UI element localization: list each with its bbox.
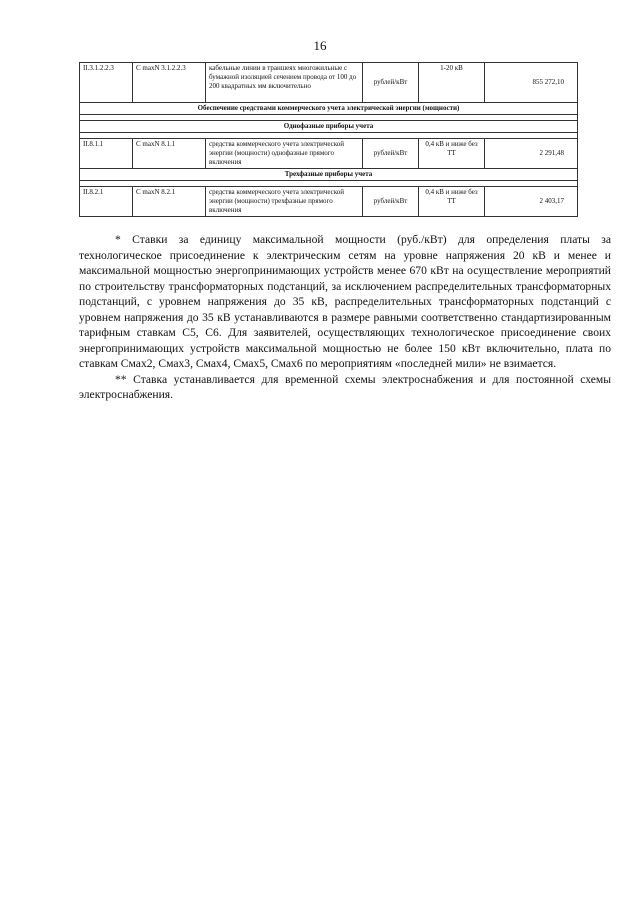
subsection-single-phase: Однофазные приборы учета	[80, 121, 578, 133]
row-voltage: 1-20 кВ	[419, 63, 485, 103]
row-code: II.8.1.1	[80, 139, 133, 169]
row-voltage: 0,4 кВ и ниже без ТТ	[419, 187, 485, 217]
section-row	[80, 103, 578, 115]
row-unit: рублей/кВт	[363, 63, 419, 103]
footnote-2: ** Ставка устанавливается для временной схемы электроснабжения и для постоянной схемы электроснабжения.	[79, 372, 611, 401]
row-rate: C maxN 8.1.1	[133, 139, 206, 169]
table-row	[80, 139, 578, 169]
page-number: 16	[313, 38, 327, 53]
subsection-row	[80, 169, 578, 181]
row-description: средства коммерческого учета электрической энергии (мощности) трехфазные прямого включения	[206, 187, 363, 217]
row-rate: C maxN 3.1.2.2.3	[133, 63, 206, 103]
table-row	[80, 187, 578, 217]
footnotes	[79, 232, 611, 403]
row-price: 2 291,48	[485, 139, 578, 169]
row-code: II.3.1.2.2.3	[80, 63, 133, 103]
table-row	[80, 63, 578, 103]
row-code: II.8.2.1	[80, 187, 133, 217]
row-unit: рублей/кВт	[363, 139, 419, 169]
footnote-1: * Ставки за единицу максимальной мощности (руб./кВт) для определения платы за технологическое присоединение к электрическим сетям на уровне напряжения 20 кВ и менее и максимальной мощностью энергопринимающих устройств менее 670 кВт на осуществление мероприятий по строительству трансформаторных подстанций, за исключением распределительных трансформаторных подстанций, с уровнем напряжения до 35 кВ, распределительных трансформаторных подстанций с уровнем напряжения до 35 кВ устанавливаются в размере равными соответственно стандартизированным тарифным ставкам С5, С6. Для заявителей, осуществляющих технологическое присоединение своих энергопринимающих устройств максимальной мощностью не более 150 кВт включительно, плата по ставкам Смах2, Смах3, Смах4, Смах5, Смах6 по мероприятиям «последней мили» не взимается.	[79, 233, 611, 370]
row-unit: рублей/кВт	[363, 187, 419, 217]
section-title: Обеспечение средствами коммерческого учета электрической энергии (мощности)	[80, 103, 578, 115]
row-voltage: 0,4 кВ и ниже без ТТ	[419, 139, 485, 169]
subsection-row	[80, 121, 578, 133]
subsection-three-phase: Трехфазные приборы учета	[80, 169, 578, 181]
tariff-table	[79, 62, 578, 217]
row-price: 855 272,10	[485, 63, 578, 103]
row-rate: C maxN 8.2.1	[133, 187, 206, 217]
row-description: средства коммерческого учета электрической энергии (мощности) однофазные прямого включения	[206, 139, 363, 169]
row-price: 2 403,17	[485, 187, 578, 217]
row-description: кабельные линии в траншеях многожильные с бумажной изоляцией сечением провода от 100 до 200 квадратных мм включительно	[206, 63, 363, 103]
